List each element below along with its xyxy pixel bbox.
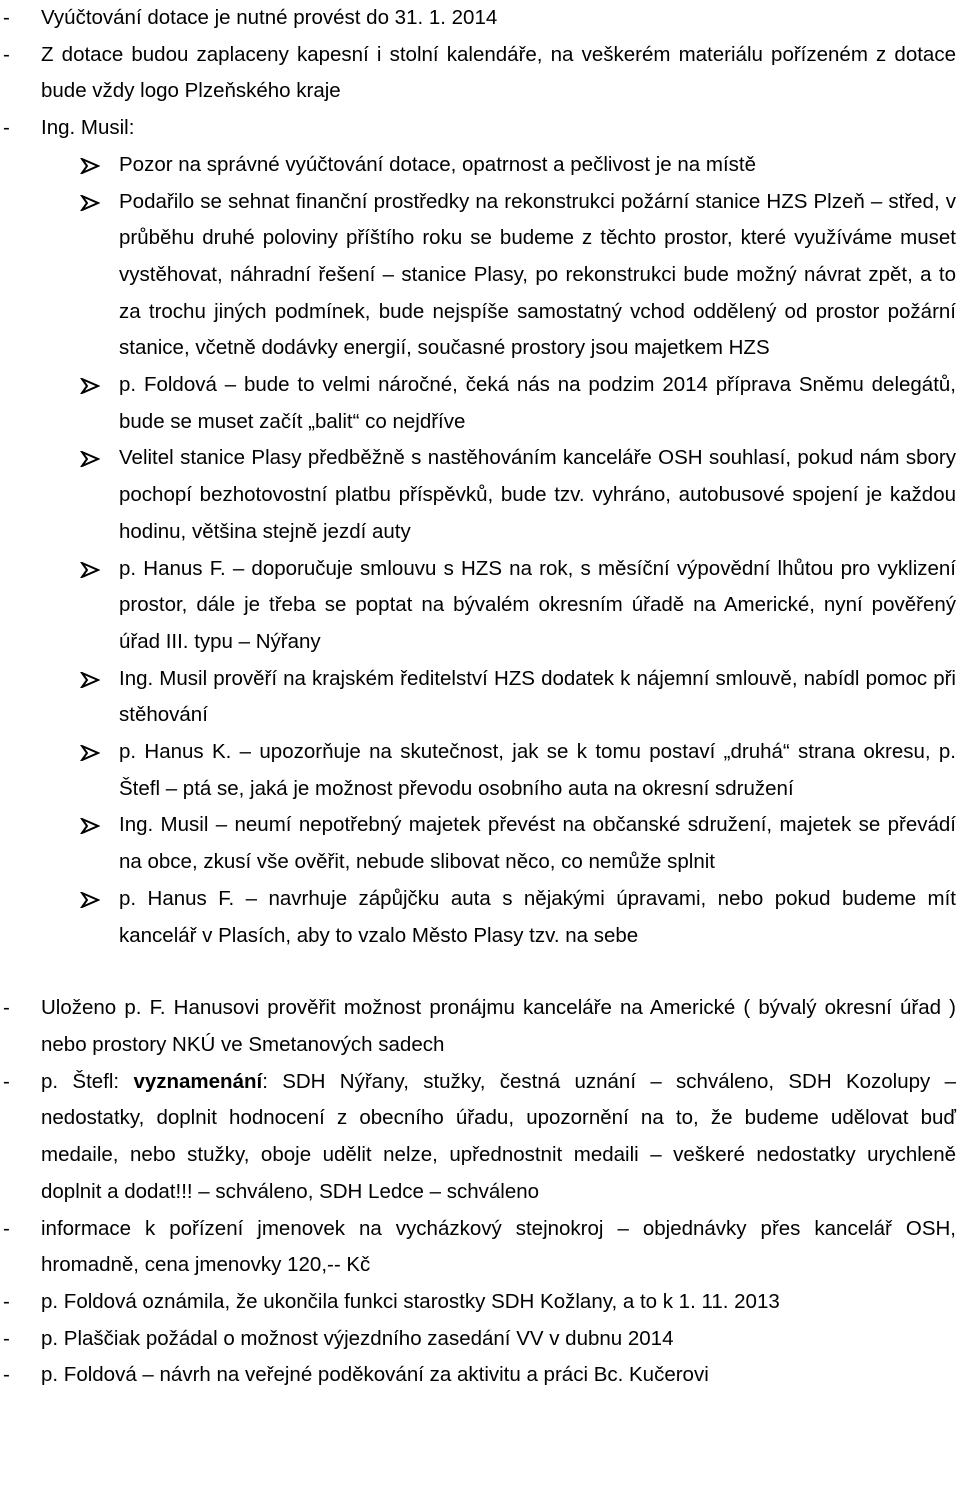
list-item (0, 0, 960, 37)
dash-marker: - (3, 1216, 10, 1240)
dash-marker: - (3, 1326, 10, 1350)
dash-marker: - (3, 1363, 10, 1387)
list-item-text: Vyúčtování dotace je nutné provést do 31. 1. 2014 (41, 6, 498, 29)
musil-points-list (0, 147, 960, 954)
sub-list-item-text: Ing. Musil – neumí nepotřebný majetek převést na občanské sdružení, majetek se převádí na obce, zkusí vše ověřit, nebude slibovat něco, co nemůže splnit (119, 813, 956, 874)
list-item (0, 110, 960, 147)
sub-list-item (0, 367, 960, 440)
sub-list-item (0, 551, 960, 661)
paragraph-gap (0, 954, 960, 990)
list-item (0, 1321, 960, 1358)
arrow-bullet-icon (80, 818, 100, 834)
sub-list-item-text: Podařilo se sehnat finanční prostředky na rekonstrukci požární stanice HZS Plzeň – střed, v průběhu druhé poloviny příštího roku se budeme z těchto prostor, které využíváme muset vystěhovat, náhradní řešení – stanice Plasy, po rekonstrukci bude možný návrat zpět, a to za trochu jiných podmínek, bude nejspíše samostatný vchod oddělený od prostor požární stanice, včetně dodávky energií, současné prostory jsou majetkem HZS (119, 189, 956, 360)
sub-list-item (0, 661, 960, 734)
bold-keyword: vyznamenání (133, 1069, 263, 1093)
sub-list-item-text: Pozor na správné vyúčtování dotace, opatrnost a pečlivost je na místě (119, 152, 756, 176)
list-item-text: p. Foldová oznámila, že ukončila funkci starostky SDH Kožlany, a to k 1. 11. 2013 (41, 1289, 780, 1313)
top-list (0, 0, 960, 147)
sub-list-item-text: Velitel stanice Plasy předběžně s nastěhováním kanceláře OSH souhlasí, pokud nám sbory pochopí bezhotovostní platbu příspěvků, bude tzv. vyhráno, autobusové spojení je každou hodinu, většina stejně jezdí auty (119, 446, 956, 543)
dash-marker: - (3, 116, 10, 140)
sub-list-item (0, 147, 960, 184)
arrow-bullet-icon (80, 378, 100, 394)
list-item-text: Ing. Musil: (41, 116, 135, 140)
sub-list-item-text: p. Foldová – bude to velmi náročné, čeká nás na podzim 2014 příprava Sněmu delegátů, bude se muset začít „balit“ co nejdříve (119, 373, 956, 433)
sub-list-item-text: Ing. Musil prověří na krajském ředitelství HZS dodatek k nájemní smlouvě, nabídl pomoc při stěhování (119, 666, 956, 727)
list-item-text: p. Foldová – návrh na veřejné poděkování za aktivitu a práci Bc. Kučerovi (41, 1363, 709, 1387)
dash-marker: - (3, 1289, 10, 1313)
list-item-prefix: p. Štefl: (41, 1069, 134, 1093)
sub-list-item (0, 734, 960, 807)
sub-list-item (0, 881, 960, 954)
arrow-bullet-icon (80, 562, 100, 578)
arrow-bullet-icon (80, 195, 100, 211)
dash-marker: - (3, 996, 10, 1020)
list-item (0, 990, 960, 1063)
dash-marker: - (3, 6, 10, 29)
list-item (0, 1211, 960, 1284)
sub-list-item-text: p. Hanus F. – navrhuje zápůjčku auta s nějakými úpravami, nebo pokud budeme mít kancelář v Plasích, aby to vzalo Město Plasy tzv. na sebe (119, 886, 956, 947)
sub-list-item-text: p. Hanus F. – doporučuje smlouvu s HZS na rok, s měsíční výpovědní lhůtou pro vyklizení prostor, dále je třeba se poptat na bývalém okresním úřadě na Americké, nyní pověřený úřad III. typu – Nýřany (119, 556, 956, 653)
bottom-list (0, 990, 960, 1394)
list-item (0, 1284, 960, 1321)
arrow-bullet-icon (80, 745, 100, 761)
list-item (0, 37, 960, 110)
list-item-text: Z dotace budou zaplaceny kapesní i stolní kalendáře, na veškerém materiálu pořízeném z dotace bude vždy logo Plzeňského kraje (41, 42, 956, 103)
list-item (0, 1064, 960, 1211)
sub-list-item (0, 440, 960, 550)
arrow-bullet-icon (80, 672, 100, 688)
dash-marker: - (3, 1069, 10, 1093)
list-item-text: Uloženo p. F. Hanusovi prověřit možnost pronájmu kanceláře na Americké ( bývalý okresní úřad ) nebo prostory NKÚ ve Smetanových sadech (41, 996, 956, 1056)
list-item-text: informace k pořízení jmenovek na vycházkový stejnokroj – objednávky přes kancelář OSH, hromadně, cena jmenovky 120,-- Kč (41, 1216, 956, 1277)
sub-list-item-text: p. Hanus K. – upozorňuje na skutečnost, jak se k tomu postaví „druhá“ strana okresu, p. Štefl – ptá se, jaká je možnost převodu osobního auta na okresní sdružení (119, 740, 956, 800)
dash-marker: - (3, 42, 10, 66)
list-item-text: : SDH Nýřany, stužky, čestná uznání – schváleno, SDH Kozolupy – nedostatky, doplnit hodnocení z obecního úřadu, upozornění na to, že budeme udělovat buď medaile, nebo stužky, oboje udělit nelze, upřednostnit medaili – veškeré nedostatky urychleně doplnit a dodat!!! – schváleno, SDH Ledce – schváleno (41, 1069, 956, 1203)
sub-list-item (0, 184, 960, 368)
arrow-bullet-icon (80, 451, 100, 467)
sub-list-item (0, 807, 960, 880)
list-item (0, 1357, 960, 1394)
arrow-bullet-icon (80, 892, 100, 908)
arrow-bullet-icon (80, 158, 100, 174)
list-item-text: p. Plaščiak požádal o možnost výjezdního zasedání VV v dubnu 2014 (41, 1326, 674, 1350)
